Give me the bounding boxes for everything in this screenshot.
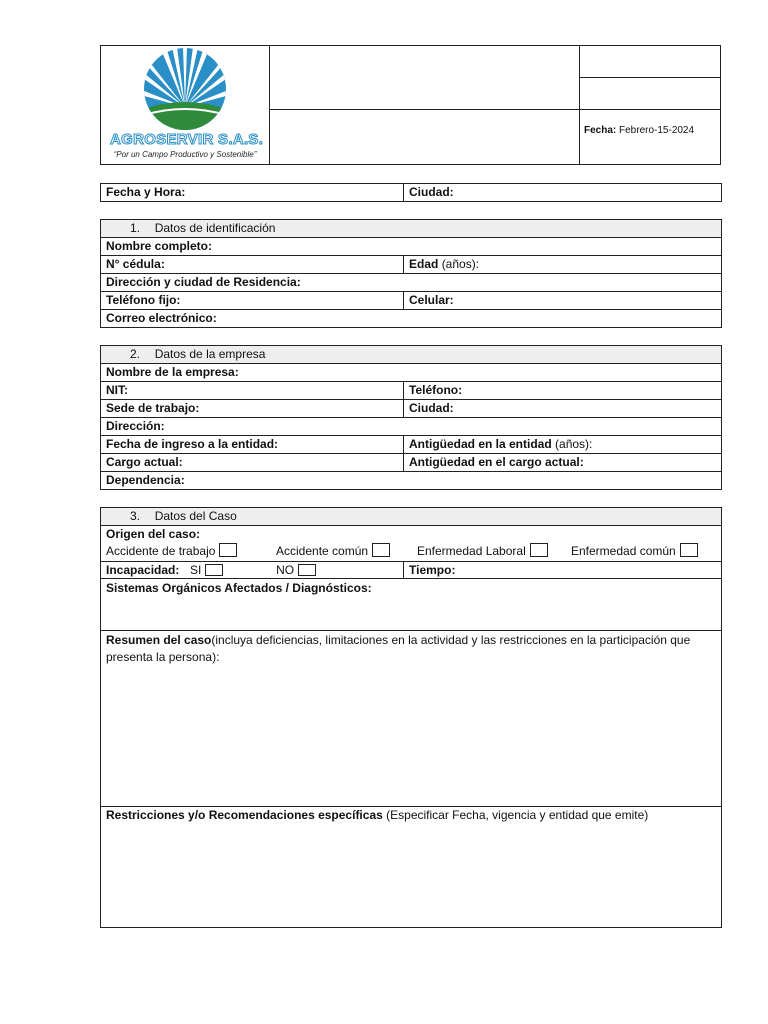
row-line <box>100 417 722 418</box>
field-edad <box>403 256 479 272</box>
checkbox-accidente-comun[interactable] <box>372 543 390 557</box>
option-accidente-trabajo <box>106 543 237 559</box>
field-origen-caso: Origen del caso: <box>106 527 201 541</box>
row-line <box>100 630 722 631</box>
option-accidente-comun <box>276 543 390 559</box>
section-number: 2. <box>130 347 141 361</box>
section-number: 1. <box>130 221 141 235</box>
field-cedula: N° cédula: <box>106 257 165 271</box>
section-title: Datos del Caso <box>154 509 237 523</box>
section-title: Datos de la empresa <box>154 347 266 361</box>
field-sede-trabajo: Sede de trabajo: <box>106 401 200 415</box>
section-1-title <box>130 220 275 236</box>
field-sistemas-organicos: Sistemas Orgánicos Afectados / Diagnósticos: <box>106 581 372 595</box>
field-dependencia: Dependencia: <box>106 473 185 487</box>
checkbox-enfermedad-comun[interactable] <box>680 543 698 557</box>
header-date <box>584 123 694 139</box>
option-si-label: SI <box>190 563 202 577</box>
field-nit: NIT: <box>106 383 128 397</box>
logo-company-name: AGROSERVIR S.A.S. <box>110 131 264 148</box>
field-direccion-empresa: Dirección: <box>106 419 165 433</box>
header-divider <box>579 77 721 78</box>
header-date-value: Febrero-15-2024 <box>619 125 695 136</box>
field-correo: Correo electrónico: <box>106 311 217 325</box>
field-telefono-fijo: Teléfono fijo: <box>106 293 181 307</box>
field-nombre-completo: Nombre completo: <box>106 239 213 253</box>
field-celular: Celular: <box>409 293 454 307</box>
field-telefono-empresa: Teléfono: <box>409 383 463 397</box>
header-divider <box>269 109 580 110</box>
field-restricciones <box>106 807 648 823</box>
resumen-text-continued: presenta la persona): <box>106 650 220 664</box>
section-2-title <box>130 346 265 362</box>
field-antiguedad-entidad-label: Antigüedad en la entidad <box>409 437 552 451</box>
field-edad-label: Edad <box>409 257 439 271</box>
field-ciudad: Ciudad: <box>409 185 454 199</box>
field-fecha-hora: Fecha y Hora: <box>106 185 186 199</box>
field-incapacidad <box>106 562 316 578</box>
field-antiguedad-entidad-unit: (años): <box>555 437 593 451</box>
resumen-label: Resumen del caso <box>106 633 212 647</box>
section-number: 3. <box>130 509 141 523</box>
logo-slogan: “Por un Campo Productivo y Sostenible” <box>113 150 257 159</box>
row-line <box>100 471 722 472</box>
row-line <box>100 578 722 579</box>
option-label: Enfermedad Laboral <box>417 544 526 558</box>
restricciones-label: Restricciones y/o Recomendaciones específicas <box>106 808 383 822</box>
header-divider <box>579 109 721 110</box>
restricciones-text: (Especificar Fecha, vigencia y entidad que emite) <box>386 808 649 822</box>
field-antiguedad-entidad <box>403 436 592 452</box>
company-logo <box>104 47 266 163</box>
option-enfermedad-comun <box>571 543 698 559</box>
section-title: Datos de identificación <box>154 221 276 235</box>
field-antiguedad-cargo: Antigüedad en el cargo actual: <box>409 455 584 469</box>
resumen-text: (incluya deficiencias, limitaciones en la actividad y las restricciones en la participación que <box>211 633 691 647</box>
field-nombre-empresa: Nombre de la empresa: <box>106 365 239 379</box>
field-direccion-residencia: Dirección y ciudad de Residencia: <box>106 275 301 289</box>
field-cargo-actual: Cargo actual: <box>106 455 183 469</box>
option-no-label: NO <box>276 563 295 577</box>
field-resumen-caso <box>106 632 718 666</box>
header-divider <box>579 45 580 165</box>
checkbox-accidente-trabajo[interactable] <box>219 543 237 557</box>
field-incapacidad-label: Incapacidad: <box>106 563 180 577</box>
field-fecha-ingreso: Fecha de ingreso a la entidad: <box>106 437 279 451</box>
option-label: Accidente común <box>276 544 369 558</box>
option-enfermedad-laboral <box>417 543 548 559</box>
option-label: Enfermedad común <box>571 544 676 558</box>
checkbox-enfermedad-laboral[interactable] <box>530 543 548 557</box>
field-ciudad-empresa: Ciudad: <box>409 401 454 415</box>
header-date-label: Fecha: <box>584 125 617 136</box>
checkbox-incapacidad-no[interactable] <box>298 564 316 576</box>
field-edad-unit: (años): <box>441 257 480 271</box>
section-3-title <box>130 508 237 524</box>
checkbox-incapacidad-si[interactable] <box>205 564 223 576</box>
field-tiempo: Tiempo: <box>409 563 456 577</box>
option-label: Accidente de trabajo <box>106 544 216 558</box>
header-divider <box>269 45 270 165</box>
